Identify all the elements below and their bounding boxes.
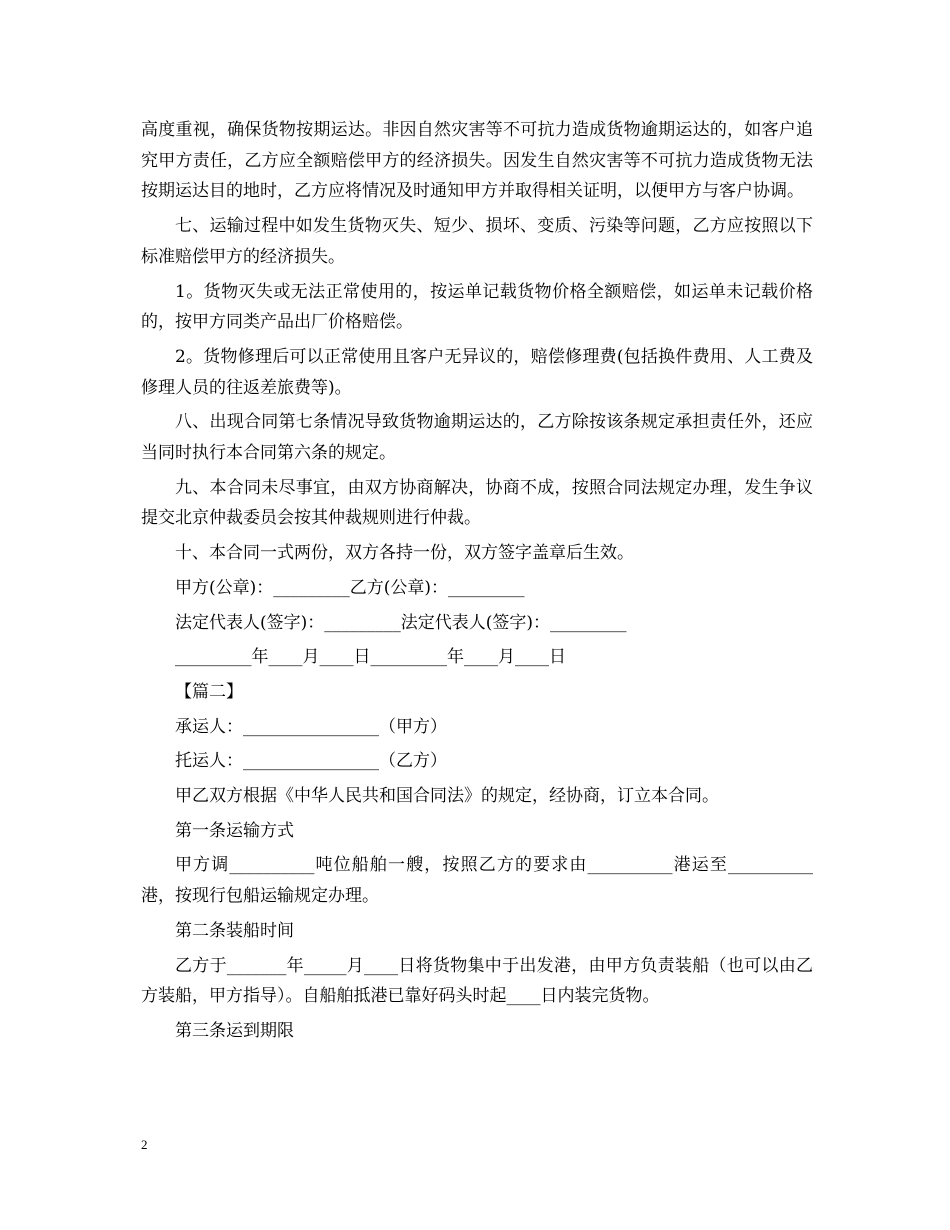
clause-nine: 九、本合同未尽事宜，由双方协商解决，协商不成，按照合同法规定办理，发生争议提交北京仲裁委员会按其仲裁规则进行仲裁。 [141, 477, 813, 529]
section-heading: 【篇二】 [175, 681, 243, 702]
article-one-heading: 第一条运输方式 [175, 820, 294, 841]
article-two-body: 乙方于_______年_____月____日将货物集中于出发港，由甲方负责装船（也可以由乙方装船，甲方指导）。自船舶抵港已靠好码头时起____日内装完货物。 [141, 955, 813, 1007]
clause-seven-item-2: 2。货物修理后可以正常使用且客户无异议的，赔偿修理费(包括换件费用、人工费及修理人员的往返差旅费等)。 [141, 346, 813, 398]
paragraph-continuation: 高度重视，确保货物按期运达。非因自然灾害等不可抗力造成货物逾期运达的，如客户追究甲方责任，乙方应全额赔偿甲方的经济损失。因发生自然灾害等不可抗力造成货物无法按期运达目的地时，乙方应将情况及时通知甲方并取得相关证明，以便甲方与客户协调。 [141, 120, 813, 202]
shipper-line: 托运人：________________（乙方） [175, 751, 447, 772]
date-line: _________年____月____日_________年____月____日 [175, 647, 566, 668]
document-body [141, 115, 813, 1047]
clause-seven: 七、运输过程中如发生货物灭失、短少、损坏、变质、污染等问题，乙方应按照以下标准赔偿甲方的经济损失。 [141, 216, 813, 267]
carrier-line: 承运人：________________（甲方） [175, 716, 447, 737]
article-one-body: 甲方调__________吨位船舶一艘，按照乙方的要求由__________港运至__________港，按现行包船运输规定办理。 [141, 855, 813, 907]
article-three-heading: 第三条运到期限 [175, 1020, 294, 1041]
seal-line: 甲方(公章)：_________乙方(公章)：_________ [175, 577, 525, 598]
clause-eight: 八、出现合同第七条情况导致货物逾期运达的，乙方除按该条规定承担责任外，还应当同时执行本合同第六条的规定。 [141, 412, 813, 464]
clause-seven-item-1: 1。货物灭失或无法正常使用的，按运单记载货物价格全额赔偿，如运单未记载价格的，按甲方同类产品出厂价格赔偿。 [141, 281, 813, 333]
article-two-heading: 第二条装船时间 [175, 920, 294, 941]
page-number: 2 [141, 1137, 148, 1152]
clause-ten: 十、本合同一式两份，双方各持一份，双方签字盖章后生效。 [175, 543, 634, 564]
preamble: 甲乙双方根据《中华人民共和国合同法》的规定，经协商，订立本合同。 [175, 786, 719, 807]
signature-line: 法定代表人(签字)：_________法定代表人(签字)：_________ [175, 612, 627, 633]
